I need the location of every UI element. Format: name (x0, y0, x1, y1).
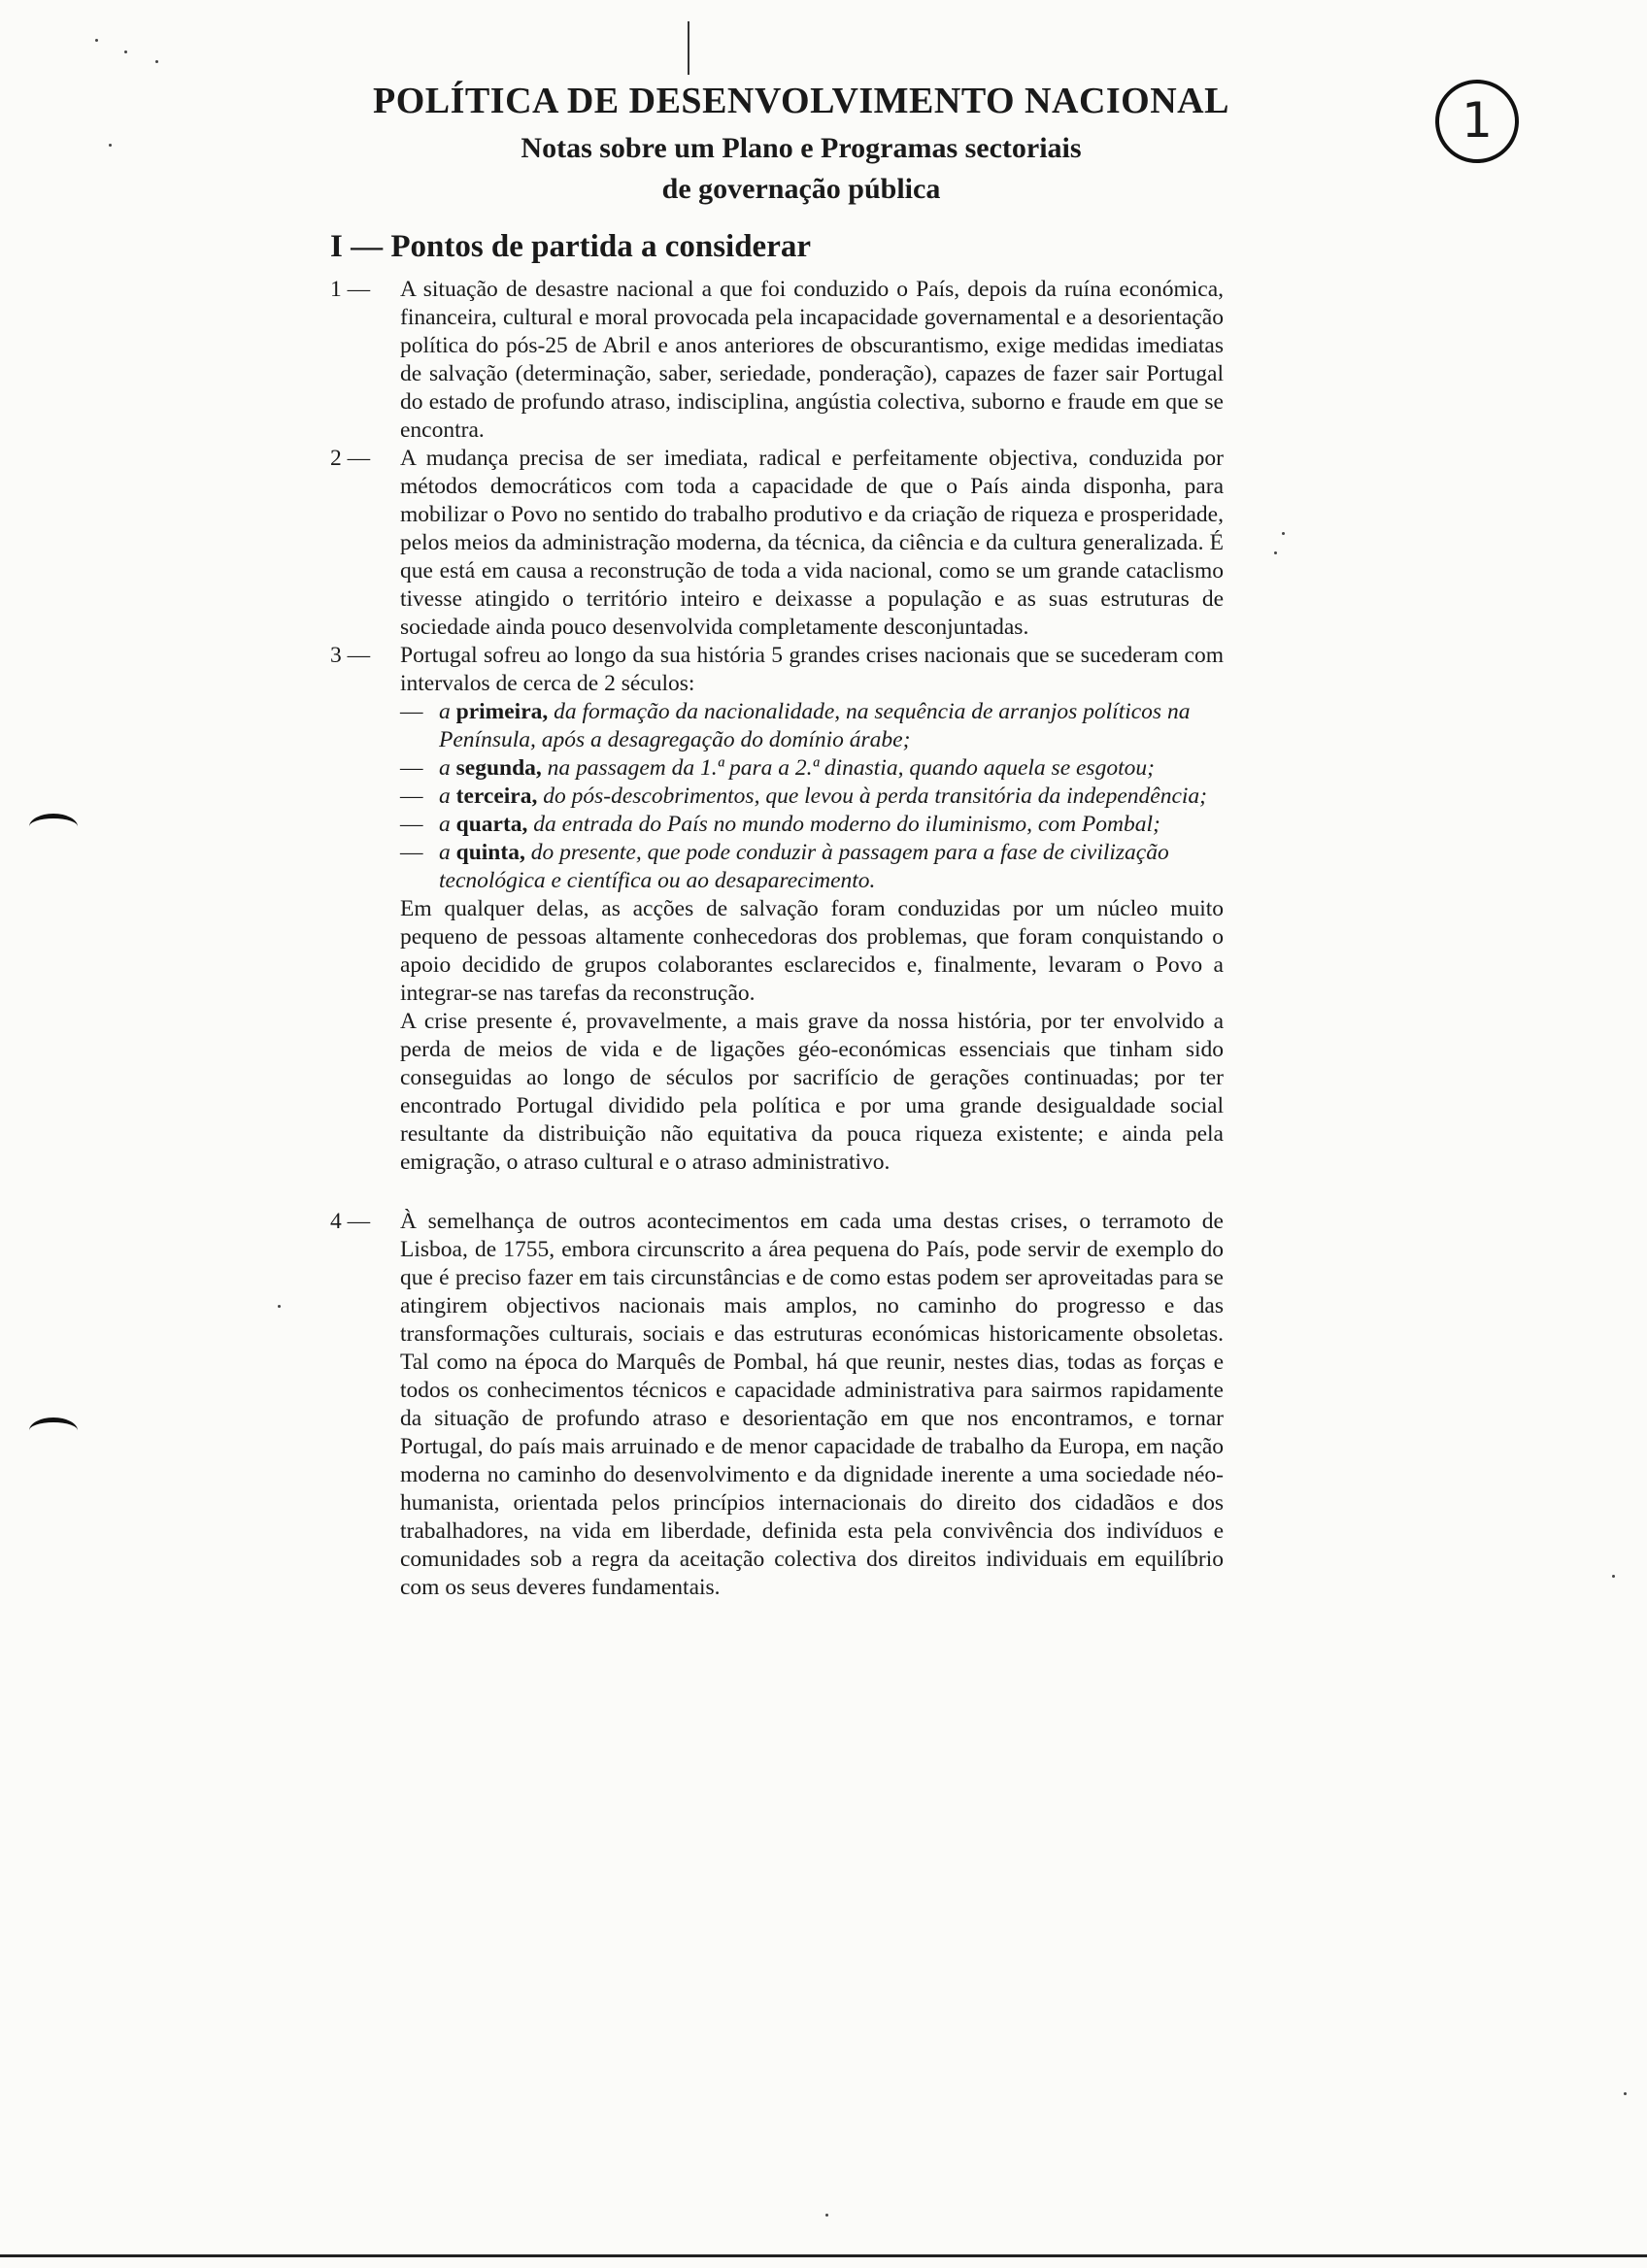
subtitle-line: Notas sobre um Plano e Programas sectoriais (521, 132, 1082, 164)
crisis-list-item: — a quarta, da entrada do País no mundo moderno do iluminismo, com Pombal; (400, 812, 1160, 837)
crisis-article: a (439, 812, 451, 837)
crisis-ordinal: quinta, (455, 840, 525, 865)
crisis-description: do presente, que pode conduzir à passagem para a fase de civilização tecnológica e científica ou ao desaparecimento. (439, 840, 1169, 893)
crisis-ordinal: quarta, (455, 812, 528, 837)
crisis-ordinal: primeira, (455, 699, 549, 724)
binder-mark (29, 1418, 78, 1444)
scan-speck (95, 39, 98, 42)
crisis-article: a (439, 699, 451, 724)
binder-mark (29, 814, 78, 840)
item-paragraph: A crise presente é, provavelmente, a mais grave da nossa história, por ter envolvido a perda de meios de vida e de ligações géo-económicas essenciais que tinham sido conseguidas ao longo de séculos por sacrifício de gerações continuadas; por ter encontrado Portugal dividido pela política e por uma grande desigualdade social resultante da distribuição não equitativa da pouca riqueza existente; e ainda pela emigração, o atraso cultural e o atraso administrativo. (400, 1009, 1224, 1175)
crisis-article: a (439, 840, 451, 865)
crisis-ordinal: segunda, (455, 755, 542, 781)
item-text: A situação de desastre nacional a que foi conduzido o País, depois da ruína económica, financeira, cultural e moral provocada pela incapacidade governamental e a desorientação política do pós-25 de Abril e anos anteriores de obscurantismo, exige medidas imediatas de salvação (determinação, saber, seriedade, ponderação), capazes de fazer sair Portugal do estado de profundo atraso, indisciplina, angústia colectiva, suborno e fraude em que se encontra. (400, 277, 1224, 443)
subtitle-line: de governação pública (661, 173, 941, 205)
crisis-list-item: — a terceira, do pós-descobrimentos, que levou à perda transitória da independência; (400, 784, 1208, 809)
page-bottom-rule (0, 2254, 1647, 2257)
crisis-description: da formação da nacionalidade, na sequência de arranjos políticos na Península, após a desagregação do domínio árabe; (439, 699, 1191, 752)
numbered-item-4 (330, 1208, 1224, 1602)
crisis-description: da entrada do País no mundo moderno do iluminismo, com Pombal; (533, 812, 1160, 837)
item-text: A mudança precisa de ser imediata, radical e perfeitamente objectiva, conduzida por métodos democráticos com toda a capacidade de que o País ainda disponha, para mobilizar o Povo no sentido do trabalho produtivo e da criação de riqueza e prosperidade, pelos meios da administração moderna, da técnica, da ciência e da cultura generalizada. É que está em causa a reconstrução de toda a vida nacional, como se um grande cataclismo tivesse atingido o território inteiro e deixasse a população e as suas estruturas de sociedade ainda pouco desenvolvida completamente desconjuntadas. (400, 446, 1224, 640)
scan-speck (109, 144, 112, 147)
item-text: À semelhança de outros acontecimentos em cada uma destas crises, o terramoto de Lisboa, de 1755, embora circunscrito a área pequena do País, pode servir de exemplo do que é preciso fazer em tais circunstâncias e de como estas podem ser aproveitadas para se atingirem objectivos nacionais mais amplos, no caminho do progresso e das transformações culturais, sociais e das estruturas económicas historicamente obsoletas. Tal como na época do Marquês de Pombal, há que reunir, nestes dias, todas as forças e todos os conhecimentos técnicos e capacidade administrativa para sairmos rapidamente da situação de profundo atraso e desorientação em que nos encontramos, e tornar Portugal, do país mais arruinado e de menor capacidade de trabalho da Europa, em nação moderna no caminho do desenvolvimento e da dignidade inerente a uma sociedade néo-humanista, orientada pelos princípios internacionais do direito dos cidadãos e dos trabalhadores, na vida em liberdade, definida esta pela convivência dos indivíduos e comunidades sob a regra da aceitação colectiva dos direitos individuais em equilíbrio com os seus deveres fundamentais. (400, 1209, 1224, 1600)
scan-speck (124, 50, 127, 53)
scan-speck (1624, 2092, 1627, 2095)
item-number: 4 — (330, 1209, 371, 1234)
scan-tick-mark (688, 21, 689, 75)
document-title: POLÍTICA DE DESENVOLVIMENTO NACIONAL (373, 81, 1229, 121)
crisis-ordinal: terceira, (455, 784, 538, 809)
crisis-description: na passagem da 1.ª para a 2.ª dinastia, quando aquela se esgotou; (547, 755, 1155, 781)
numbered-item-3 (330, 642, 1224, 1177)
handwritten-page-number: 1 (1435, 80, 1519, 163)
scan-speck (1612, 1575, 1615, 1578)
crisis-list-item: — a segunda, na passagem da 1.ª para a 2.ª dinastia, quando aquela se esgotou; (400, 755, 1155, 781)
item-intro: Portugal sofreu ao longo da sua história 5 grandes crises nacionais que se sucederam com intervalos de cerca de 2 séculos: (400, 643, 1224, 696)
item-number: 3 — (330, 643, 371, 668)
scan-speck (1282, 532, 1285, 535)
numbered-item-2 (330, 445, 1224, 642)
document-body (330, 276, 1224, 1602)
crisis-article: a (439, 755, 451, 781)
crisis-list-item: — a quinta, do presente, que pode conduzir à passagem para a fase de civilização tecnológica e científica ou ao desaparecimento. (400, 840, 1169, 893)
item-number: 2 — (330, 446, 371, 471)
scan-speck (278, 1305, 281, 1308)
item-number: 1 — (330, 277, 371, 302)
document-subtitle (335, 128, 1267, 210)
item-paragraph: Em qualquer delas, as acções de salvação foram conduzidas por um núcleo muito pequeno de pessoas altamente conhecedoras dos problemas, que foram conquistando o apoio decidido de grupos colaborantes esclarecidos e, finalmente, levaram o Povo a integrar-se nas tarefas da reconstrução. (400, 896, 1224, 1006)
crisis-article: a (439, 784, 451, 809)
crisis-list-item: — a primeira, da formação da nacionalidade, na sequência de arranjos políticos na Península, após a desagregação do domínio árabe; (400, 699, 1191, 752)
scan-speck (825, 2214, 828, 2217)
crisis-description: do pós-descobrimentos, que levou à perda transitória da independência; (543, 784, 1208, 809)
numbered-item-1 (330, 276, 1224, 445)
scan-speck (1274, 551, 1277, 554)
scan-speck (155, 60, 158, 63)
section-heading: I — Pontos de partida a considerar (330, 229, 811, 264)
